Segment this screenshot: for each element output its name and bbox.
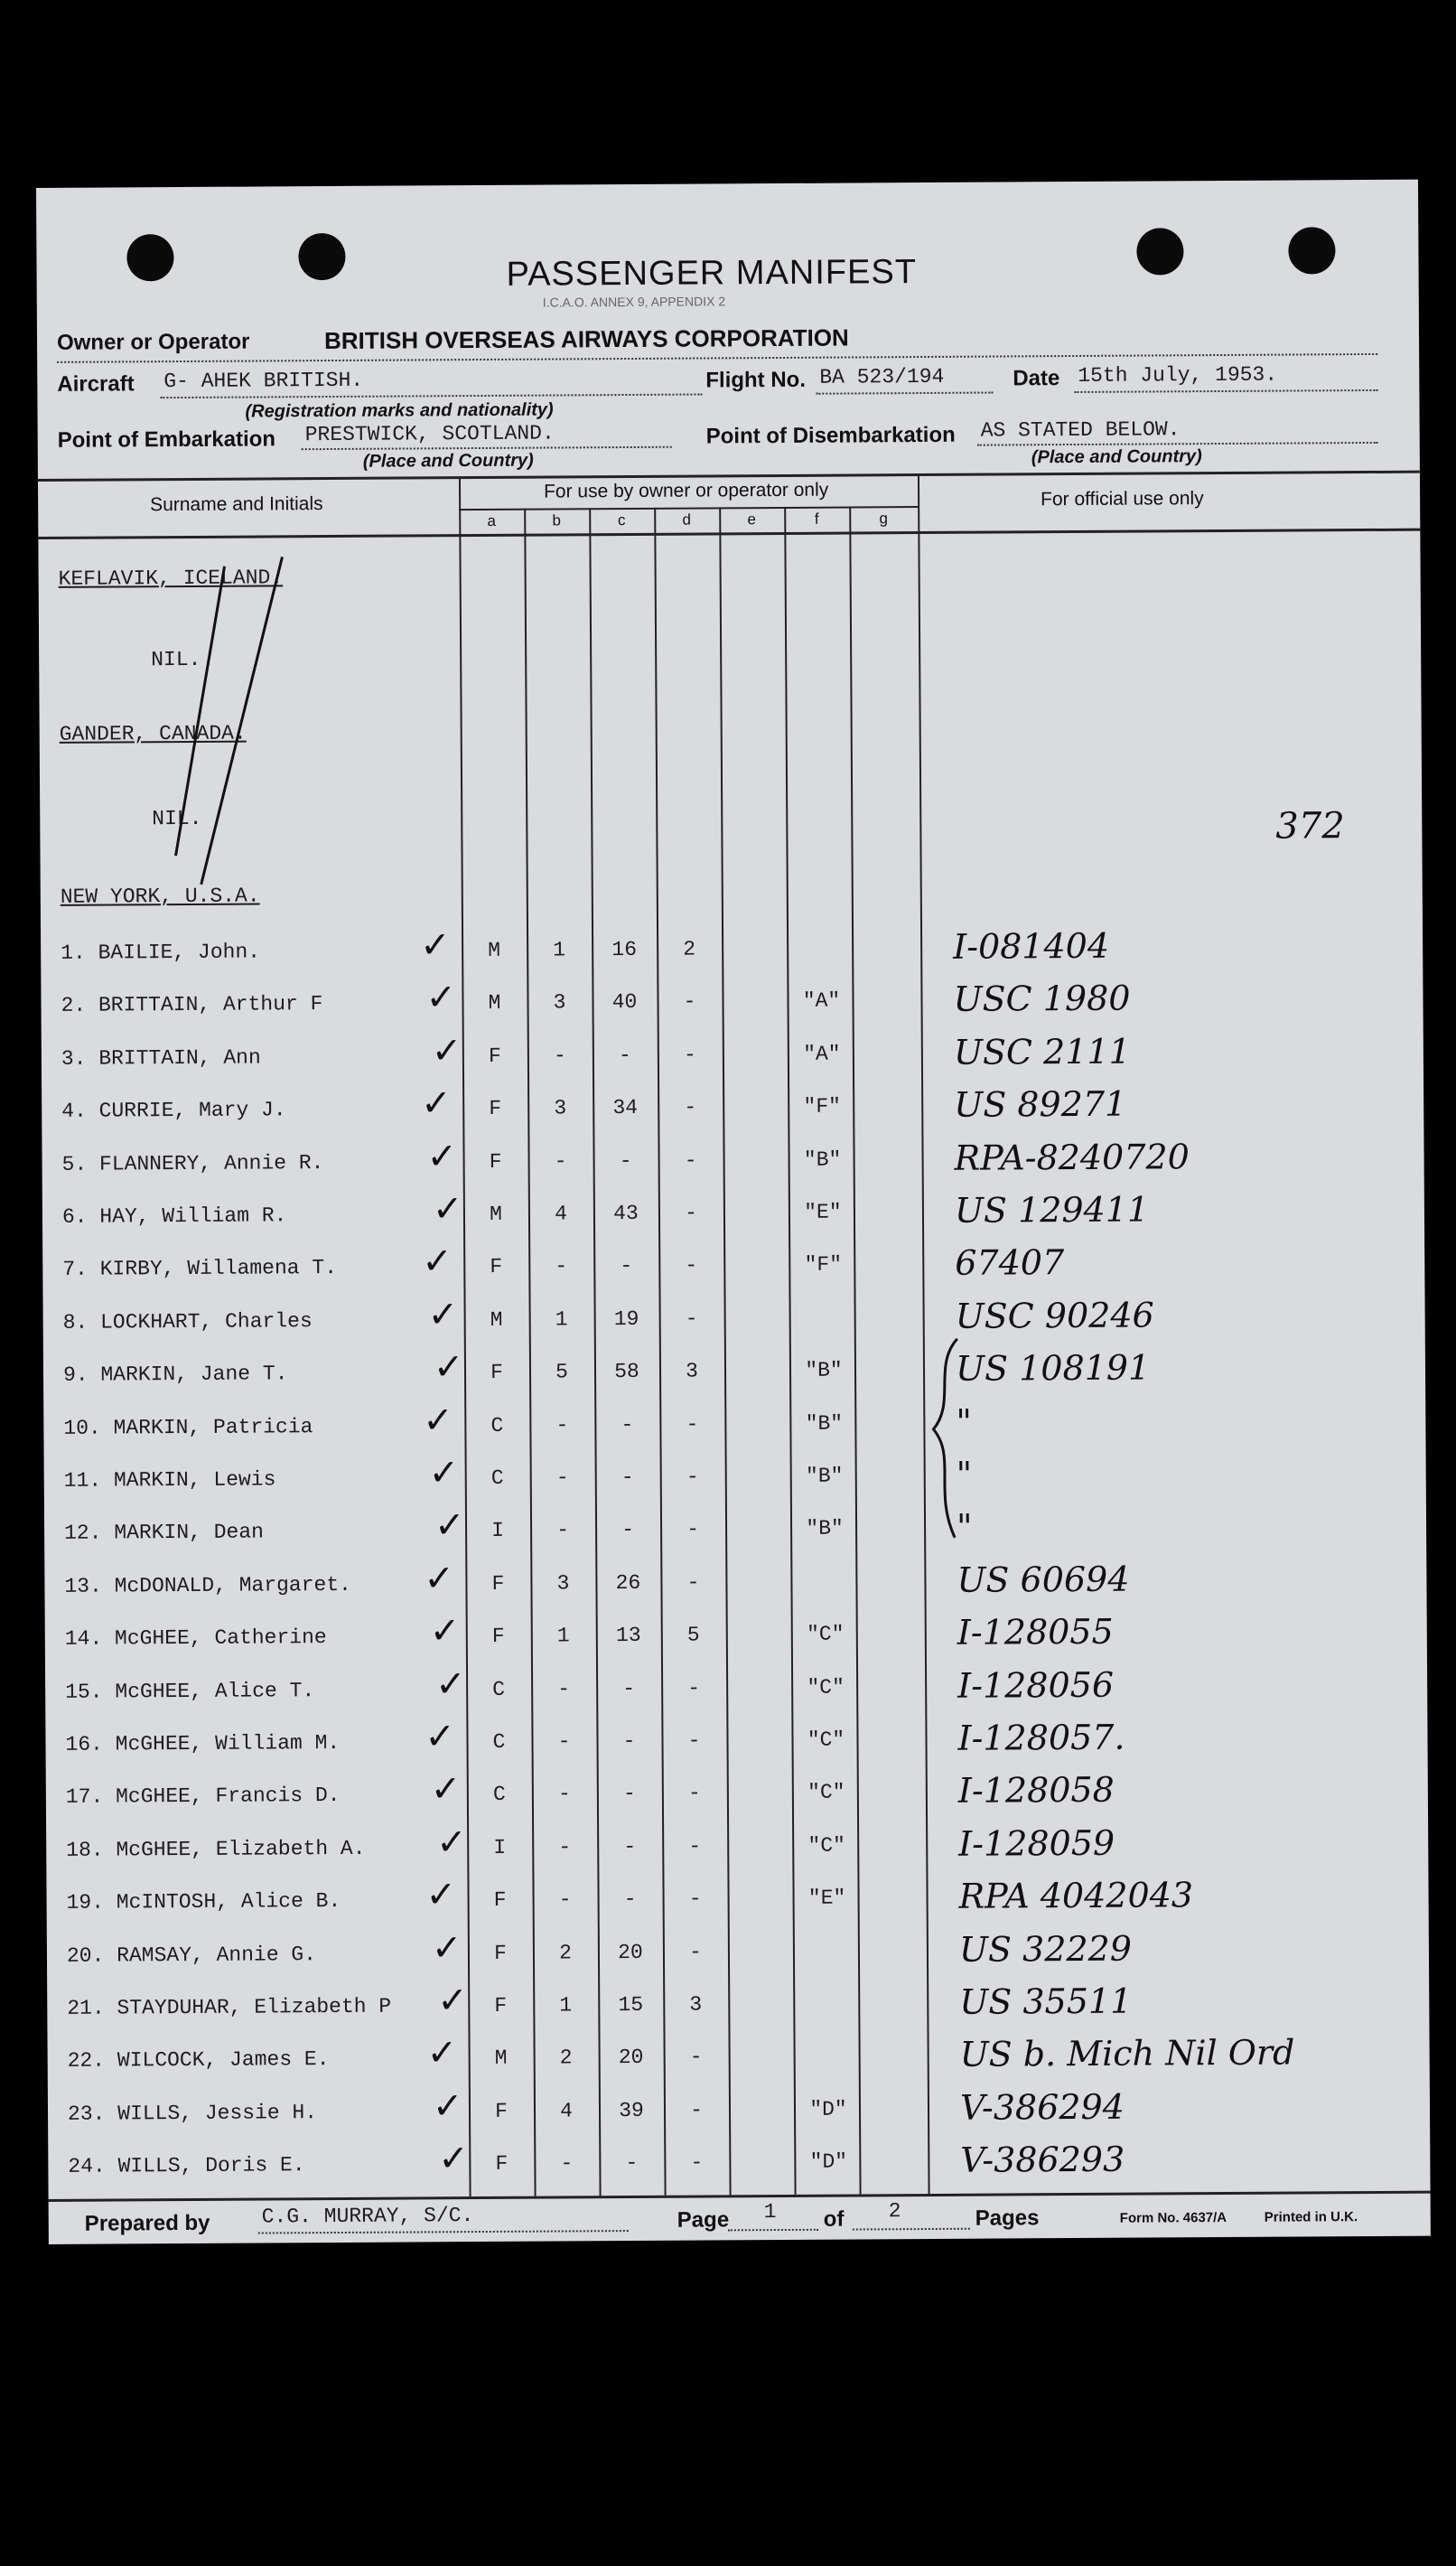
passenger-name: 16. McGHEE, William M. [65, 1730, 341, 1756]
passenger-col-b: 1 [559, 1993, 573, 2018]
passenger-name: 1. BAILIE, John. [61, 940, 261, 965]
passenger-col-d: 3 [686, 1359, 698, 1383]
passenger-col-b: - [555, 1466, 569, 1490]
section-newyork: NEW YORK, U.S.A. [60, 884, 260, 909]
passenger-col-f: "D" [809, 2149, 848, 2174]
passenger-col-a: F [490, 1254, 503, 1278]
passenger-col-a: F [490, 1360, 504, 1384]
passenger-col-d: - [684, 1201, 697, 1225]
passenger-col-c: 43 [613, 1201, 639, 1226]
check-mark: ✓ [431, 1927, 462, 1970]
passenger-col-c: - [625, 2150, 639, 2176]
passenger-col-c: - [623, 1834, 637, 1859]
disembark-label: Point of Disembarkation [705, 422, 956, 449]
gander-nil: NIL. [152, 806, 202, 831]
passenger-col-d: - [687, 1728, 701, 1753]
passenger-col-b: - [557, 1782, 571, 1806]
passenger-col-b: - [560, 2151, 574, 2176]
passenger-col-f: "A" [802, 988, 841, 1013]
strike-line [200, 557, 285, 885]
passenger-col-d: - [684, 1148, 697, 1173]
passenger-col-b: 1 [555, 1307, 568, 1332]
passenger-col-c: 58 [614, 1359, 639, 1384]
passenger-col-f: "C" [807, 1833, 846, 1858]
passenger-col-d: 2 [683, 937, 696, 961]
passenger-col-a: F [488, 1044, 501, 1068]
passenger-col-c: - [620, 1253, 633, 1278]
subcol-b: b [552, 511, 562, 529]
check-mark: ✓ [432, 1188, 463, 1231]
check-mark: ✓ [425, 977, 457, 1019]
passenger-name: 23. WILLS, Jessie H. [67, 2101, 318, 2126]
passenger-col-d: - [686, 1517, 700, 1541]
passenger-col-a: C [492, 1677, 506, 1701]
surname-col-header: Surname and Initials [150, 493, 323, 516]
section-keflavik: KEFLAVIK, ICELAND. [58, 566, 284, 591]
passenger-col-c: 20 [618, 1940, 643, 1965]
passenger-col-d: - [686, 1465, 699, 1489]
passenger-col-a: M [488, 990, 501, 1015]
passenger-col-a: F [491, 1571, 505, 1596]
official-entry: US 60694 [957, 1559, 1130, 1600]
subcol-d: d [682, 510, 692, 529]
passenger-col-f: "C" [807, 1780, 845, 1804]
passenger-col-f: "D" [809, 2097, 847, 2121]
passenger-name: 3. BRITTAIN, Ann [61, 1045, 261, 1071]
date-label: Date [1013, 366, 1060, 391]
official-entry: US 32229 [958, 1928, 1133, 1970]
official-entry: US 108191 [955, 1347, 1151, 1389]
official-entry: USC 1980 [953, 978, 1131, 1019]
passenger-col-a: F [489, 1149, 502, 1174]
disembark-value: AS STATED BELOW. [980, 417, 1181, 443]
passenger-col-b: - [554, 1149, 567, 1174]
pages-label: Pages [975, 2205, 1040, 2231]
passenger-col-b: 3 [556, 1571, 570, 1596]
of-label: of [823, 2206, 845, 2232]
prepared-value: C.G. MURRAY, S/C. [261, 2204, 474, 2229]
official-entry: RPA-8240720 [954, 1137, 1190, 1178]
passenger-col-c: - [619, 1148, 632, 1174]
passenger-col-d: - [687, 1676, 701, 1700]
operator-group-header: For use by owner or operator only [543, 479, 829, 502]
passenger-col-c: 26 [615, 1570, 641, 1596]
passenger-col-c: 19 [613, 1306, 639, 1332]
passenger-col-f: "B" [803, 1147, 842, 1172]
section-gander: GANDER, CANADA. [59, 721, 247, 746]
page-title: PASSENGER MANIFEST [506, 253, 918, 294]
passenger-name: 21. STAYDUHAR, Elizabeth P [67, 1994, 392, 2020]
passenger-col-a: C [490, 1466, 504, 1490]
prepared-label: Prepared by [84, 2210, 210, 2236]
official-entry: V-386294 [959, 2086, 1125, 2128]
passenger-col-a: C [490, 1413, 504, 1438]
official-entry: USC 90246 [955, 1295, 1154, 1336]
embark-value: PRESTWICK, SCOTLAND. [304, 421, 555, 447]
aircraft-value: G- AHEK BRITISH. [163, 368, 364, 394]
passenger-col-c: 39 [619, 2098, 644, 2123]
passenger-name: 17. McGHEE, Francis D. [65, 1783, 341, 1809]
check-mark: ✓ [419, 924, 451, 967]
passenger-col-b: 3 [554, 1096, 567, 1120]
official-entry: US 35511 [959, 1981, 1133, 2022]
official-entry: " [956, 1454, 973, 1494]
passenger-name: 24. WILLS, Doris E. [68, 2153, 305, 2178]
passenger-col-d: 3 [689, 1992, 703, 2017]
passenger-col-a: F [493, 1887, 507, 1912]
passenger-col-c: - [618, 1043, 631, 1068]
check-mark: ✓ [426, 2032, 458, 2074]
passenger-col-c: - [621, 1465, 634, 1490]
check-mark: ✓ [422, 1241, 453, 1283]
passenger-col-b: 2 [558, 1941, 572, 1965]
check-mark: ✓ [425, 1874, 457, 1916]
passenger-col-c: - [621, 1517, 635, 1542]
passenger-col-b: 4 [560, 2099, 573, 2123]
subcol-c: c [617, 511, 626, 529]
passenger-col-d: - [687, 1781, 701, 1805]
passenger-col-b: 2 [559, 2046, 573, 2070]
check-mark: ✓ [429, 1610, 461, 1653]
date-value: 15th July, 1953. [1078, 362, 1278, 388]
passenger-col-d: - [690, 2150, 704, 2175]
passenger-col-f: "A" [803, 1042, 841, 1066]
owner-value: BRITISH OVERSEAS AIRWAYS CORPORATION [323, 323, 849, 355]
passenger-col-c: 16 [611, 937, 638, 962]
check-mark: ✓ [431, 1030, 462, 1072]
check-mark: ✓ [428, 1452, 460, 1494]
passenger-col-a: M [489, 1202, 502, 1226]
passenger-col-f: "F" [803, 1094, 842, 1119]
passenger-col-d: - [685, 1253, 698, 1278]
passenger-col-b: - [555, 1413, 569, 1438]
flight-label: Flight No. [705, 367, 807, 393]
printed-in: Printed in U.K. [1264, 2209, 1358, 2225]
passenger-col-a: M [494, 2046, 508, 2070]
official-entry: RPA 4042043 [958, 1875, 1194, 1916]
passenger-col-b: - [558, 1835, 572, 1859]
passenger-col-f: "F" [804, 1252, 843, 1277]
official-entry: I-128058 [957, 1769, 1115, 1811]
passenger-col-c: 40 [611, 989, 638, 1015]
passenger-col-b: 1 [553, 938, 566, 962]
passenger-name: 12. MARKIN, Dean [64, 1520, 265, 1545]
keflavik-nil: NIL. [151, 647, 201, 672]
passenger-col-b: - [555, 1254, 568, 1278]
passenger-col-d: - [689, 2045, 703, 2069]
passenger-name: 20. RAMSAY, Annie G. [66, 1943, 317, 1968]
passenger-col-a: F [495, 2099, 508, 2123]
embark-label: Point of Embarkation [57, 426, 276, 453]
passenger-col-d: - [686, 1412, 699, 1437]
passenger-col-c: - [622, 1728, 636, 1754]
check-mark: ✓ [433, 1346, 464, 1389]
owner-label: Owner or Operator [56, 329, 250, 355]
official-entry: I-128056 [957, 1664, 1115, 1706]
passenger-col-c: 34 [612, 1095, 639, 1120]
check-mark: ✓ [424, 1558, 455, 1600]
passenger-name: 10. MARKIN, Patricia [63, 1415, 313, 1440]
passenger-col-b: - [557, 1677, 571, 1701]
passenger-col-d: - [686, 1570, 700, 1595]
passenger-col-f: "C" [807, 1675, 845, 1700]
check-mark: ✓ [436, 1821, 467, 1864]
official-entry: US 129411 [954, 1189, 1150, 1231]
passenger-col-f: "B" [805, 1464, 844, 1488]
passenger-col-d: - [688, 1940, 702, 1964]
passenger-col-b: - [553, 1044, 566, 1068]
check-mark: ✓ [430, 1768, 462, 1811]
subcol-a: a [487, 511, 497, 529]
check-mark: ✓ [434, 1663, 466, 1706]
passenger-col-a: C [492, 1782, 506, 1806]
passenger-col-f: "C" [806, 1622, 845, 1646]
page-subtitle: I.C.A.O. ANNEX 9, APPENDIX 2 [542, 294, 726, 310]
passenger-name: 7. KIRBY, Willamena T. [62, 1255, 338, 1281]
passenger-col-b: 5 [555, 1360, 569, 1384]
passenger-name: 18. McGHEE, Elizabeth A. [66, 1836, 366, 1862]
form-number: Form No. 4637/A [1119, 2209, 1227, 2226]
manifest-sheet [36, 180, 1431, 2244]
check-mark: ✓ [437, 1980, 468, 2022]
passenger-name: 19. McINTOSH, Alice B. [66, 1888, 341, 1915]
check-mark: ✓ [427, 1294, 459, 1336]
flight-value: BA 523/194 [819, 364, 945, 389]
passenger-col-a: I [493, 1835, 507, 1859]
registration-note: (Registration marks and nationality) [245, 399, 554, 422]
subcol-e: e [747, 510, 757, 529]
passenger-name: 11. MARKIN, Lewis [63, 1467, 276, 1493]
check-mark: ✓ [432, 2085, 463, 2128]
passenger-col-d: - [683, 1043, 696, 1067]
passenger-col-c: 13 [615, 1623, 641, 1648]
passenger-col-a: F [491, 1624, 505, 1648]
passenger-name: 13. McDONALD, Margaret. [64, 1572, 351, 1598]
subcol-g: g [879, 510, 889, 528]
disembark-note: (Place and Country) [1031, 446, 1202, 468]
passenger-col-d: 5 [686, 1623, 700, 1647]
official-entry: " [956, 1401, 972, 1442]
official-entry: I-128057. [957, 1717, 1125, 1758]
official-entry: " [956, 1506, 973, 1547]
passenger-col-c: 20 [618, 2045, 644, 2070]
passenger-name: 5. FLANNERY, Annie R. [61, 1151, 324, 1176]
passenger-col-c: - [623, 1887, 637, 1912]
passenger-col-a: F [493, 1941, 507, 1965]
passenger-col-d: - [688, 1887, 702, 1911]
passenger-col-c: 15 [618, 1992, 644, 2018]
passenger-col-f: "B" [805, 1358, 843, 1382]
passenger-col-b: 4 [554, 1202, 567, 1226]
passenger-col-b: - [557, 1729, 571, 1754]
passenger-col-a: F [494, 1993, 508, 2018]
passenger-col-a: F [489, 1096, 502, 1120]
official-entry: I-128059 [958, 1822, 1115, 1864]
passenger-col-c: - [621, 1412, 634, 1438]
official-entry: US b. Mich Nil Ord [959, 2032, 1295, 2074]
check-mark: ✓ [438, 2138, 469, 2180]
passenger-name: 2. BRITTAIN, Arthur F [61, 992, 323, 1017]
official-col-header: For official use only [1041, 488, 1204, 510]
passenger-col-a: M [488, 938, 501, 962]
handwritten-page-number: 372 [1275, 805, 1345, 848]
passenger-col-d: - [683, 989, 696, 1014]
passenger-col-a: F [495, 2151, 509, 2176]
official-entry: I-128055 [957, 1611, 1114, 1653]
subcol-f: f [814, 510, 819, 528]
passenger-name: 8. LOCKHART, Charles [62, 1309, 313, 1335]
of-value: 2 [888, 2199, 901, 2224]
passenger-col-f: "B" [805, 1411, 844, 1436]
official-entry: US 89271 [954, 1083, 1127, 1125]
passenger-name: 6. HAY, William R. [61, 1203, 287, 1229]
page-label: Page [677, 2207, 730, 2233]
check-mark: ✓ [426, 1136, 458, 1178]
official-entry: V-386293 [960, 2139, 1125, 2180]
passenger-col-d: - [690, 2098, 703, 2122]
passenger-col-b: - [556, 1518, 570, 1542]
official-entry: USC 2111 [953, 1031, 1131, 1072]
embark-note: (Place and Country) [362, 450, 534, 472]
passenger-name: 15. McGHEE, Alice T. [65, 1679, 315, 1704]
page-value: 1 [763, 2200, 777, 2224]
passenger-col-d: - [685, 1306, 698, 1331]
passenger-name: 14. McGHEE, Catherine [64, 1625, 327, 1651]
official-entry: I-081404 [953, 925, 1110, 967]
passenger-name: 22. WILCOCK, James E. [67, 2047, 330, 2073]
passenger-col-a: M [490, 1307, 503, 1332]
passenger-col-b: 3 [553, 990, 566, 1015]
passenger-col-f: "E" [804, 1200, 842, 1224]
passenger-col-c: - [622, 1781, 636, 1806]
check-mark: ✓ [421, 1082, 452, 1125]
passenger-col-f: "C" [807, 1728, 845, 1752]
passenger-col-d: - [688, 1834, 702, 1859]
official-entry: 67407 [955, 1242, 1065, 1283]
passenger-col-a: C [492, 1729, 506, 1754]
brace-mark [933, 1339, 958, 1538]
passenger-col-c: - [622, 1676, 636, 1701]
check-mark: ✓ [423, 1400, 453, 1442]
passenger-name: 9. MARKIN, Jane T. [62, 1362, 288, 1387]
passenger-col-d: - [684, 1095, 697, 1119]
check-mark: ✓ [434, 1504, 465, 1547]
aircraft-label: Aircraft [57, 371, 135, 397]
passenger-col-b: 1 [556, 1624, 570, 1648]
passenger-col-f: "B" [806, 1516, 844, 1541]
passenger-col-a: I [491, 1518, 505, 1542]
passenger-name: 4. CURRIE, Mary J. [61, 1098, 286, 1123]
passenger-col-f: "E" [807, 1886, 846, 1910]
check-mark: ✓ [425, 1716, 456, 1758]
passenger-col-b: - [558, 1887, 572, 1912]
